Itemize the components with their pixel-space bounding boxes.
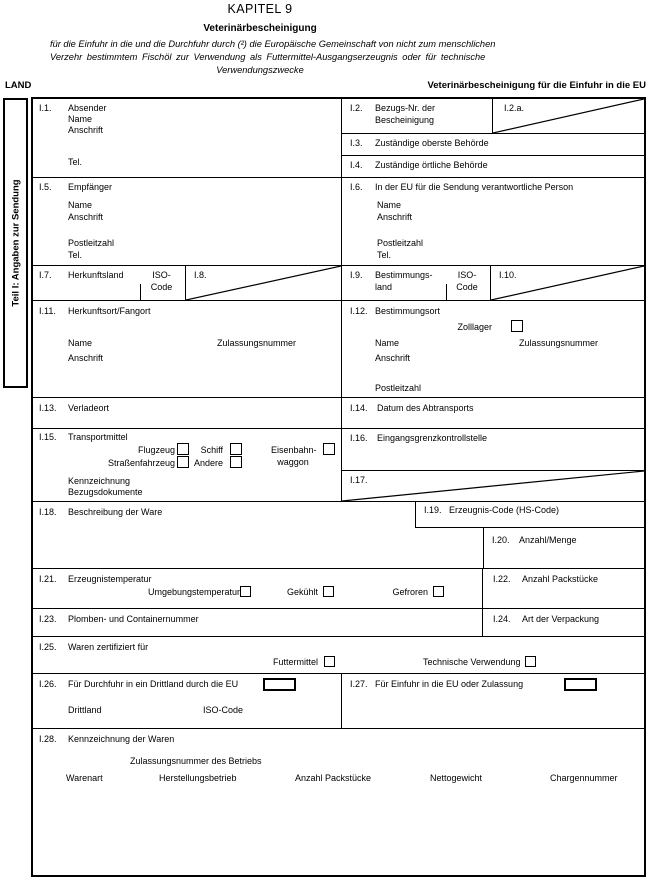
field-i11-cell: [33, 300, 341, 397]
field-i18-label: Beschreibung der Ware: [68, 507, 163, 517]
field-i15-cell: [33, 428, 341, 501]
field-i27-cell: [341, 673, 644, 728]
field-i3-label: Zuständige oberste Behörde: [375, 138, 489, 148]
field-i28-number: I.28.: [39, 734, 57, 744]
field-i4-label: Zuständige örtliche Behörde: [375, 160, 488, 170]
field-i14-cell: [341, 397, 644, 428]
field-i20-cell: [483, 528, 644, 568]
diagonal-strike: [186, 266, 341, 300]
field-i6-label: In der EU für die Sendung verantwortliche Person: [375, 182, 574, 192]
field-i5-anschrift-label: Anschrift: [68, 212, 104, 222]
field-i13-label: Verladeort: [68, 403, 110, 413]
field-i12-cell: [341, 300, 644, 397]
gekuehlt-checkbox[interactable]: [323, 586, 334, 597]
field-i9-label: Bestimmungs-land: [375, 270, 433, 292]
divider-tick: [446, 284, 447, 301]
field-i19-label: Erzeugnis-Code (HS-Code): [449, 505, 560, 515]
field-i26-drittland-label: Drittland: [68, 705, 102, 715]
field-i21-gekuehlt-label: Gekühlt: [286, 587, 318, 597]
eisenbahnwaggon-checkbox[interactable]: [323, 443, 335, 455]
field-i2a-cell: [492, 99, 644, 133]
field-i14-label: Datum des Abtransports: [377, 403, 474, 413]
certificate-title: Veterinärbescheinigung: [203, 23, 317, 34]
certificate-description-line2: Verzehr bestimmtem Fischöl zur Verwendung als Futtermittel-Ausgangserzeugnis oder für technische: [50, 52, 486, 62]
field-i22-number: I.22.: [493, 574, 511, 584]
field-i16-number: I.16.: [350, 433, 368, 443]
field-i13-number: I.13.: [39, 403, 57, 413]
field-i18-number: I.18.: [39, 507, 57, 517]
field-i9-number: I.9.: [350, 270, 363, 280]
field-i10-number: I.10.: [499, 270, 517, 280]
field-i15-andere-label: Andere: [193, 458, 223, 468]
field-i5-cell: [33, 177, 341, 265]
field-i5-plz-label: Postleitzahl: [68, 238, 115, 248]
field-i19-cell: [415, 501, 644, 528]
field-i2a-number: I.2.a.: [504, 103, 525, 113]
zolllager-checkbox[interactable]: [511, 320, 523, 332]
field-i23-cell: [33, 608, 482, 636]
field-i9-cell: [341, 265, 490, 300]
part1-sidebar-label: Teil I: Angaben zur Sendung: [10, 179, 21, 307]
field-i25-label: Waren zertifiziert für: [68, 642, 149, 652]
land-label: LAND: [5, 80, 32, 91]
field-i14-number: I.14.: [350, 403, 368, 413]
field-i17-number: I.17.: [350, 475, 368, 485]
field-i7-number: I.7.: [39, 270, 52, 280]
field-i11-number: I.11.: [39, 306, 56, 316]
field-i19-number: I.19.: [424, 505, 442, 515]
field-i3-cell: [341, 133, 644, 155]
diagonal-strike: [493, 99, 644, 133]
field-i16-label: Eingangsgrenzkontrollstelle: [377, 433, 488, 443]
field-i5-tel-label: Tel.: [68, 250, 83, 260]
field-i12-label: Bestimmungsort: [375, 306, 441, 316]
field-i21-umgebung-label: Umgebungstemperatur: [148, 587, 241, 597]
field-i12-zolllager-label: Zolllager: [457, 322, 492, 332]
field-i26-label: Für Durchfuhr in ein Drittland durch die EU: [68, 679, 239, 689]
field-i26-isocode-label: ISO-Code: [203, 705, 244, 715]
futtermittel-checkbox[interactable]: [324, 656, 335, 667]
field-i22-cell: [482, 568, 644, 608]
field-i21-gefroren-label: Gefroren: [392, 587, 428, 597]
durchfuhr-entry-box[interactable]: [263, 678, 296, 691]
field-i28-col-chargennummer: Chargennummer: [550, 773, 618, 783]
field-i21-cell: [33, 568, 482, 608]
field-i3-number: I.3.: [350, 138, 363, 148]
diagonal-strike: [491, 266, 644, 300]
field-i11-anschrift-label: Anschrift: [68, 353, 104, 363]
field-i12-number: I.12.: [350, 306, 368, 316]
field-i15-kennzeichnung-label: Kennzeichnung: [68, 476, 131, 486]
field-i12-anschrift-label: Anschrift: [375, 353, 411, 363]
field-i15-eisenbahnwaggon-label: Eisenbahn-waggon: [271, 445, 317, 467]
field-i8-cell: [185, 265, 341, 300]
field-i25-futtermittel-label: Futtermittel: [272, 657, 318, 667]
field-i7-cell: [33, 265, 185, 300]
field-i10-cell: [490, 265, 644, 300]
field-i25-technische-verwendung-label: Technische Verwendung: [423, 657, 521, 667]
field-i28-zulassungsnummer-betrieb-label: Zulassungsnummer des Betriebs: [130, 756, 262, 766]
field-i12-name-label: Name: [375, 338, 400, 348]
field-i5-number: I.5.: [39, 182, 52, 192]
field-i15-bezugsdokumente-label: Bezugsdokumente: [68, 487, 143, 497]
technische-verwendung-checkbox[interactable]: [525, 656, 536, 667]
field-i20-number: I.20.: [492, 535, 510, 545]
field-i6-anschrift-label: Anschrift: [377, 212, 413, 222]
certificate-description-line1: für die Einfuhr in die und die Durchfuhr durch (²) die Europäische Gemeinschaft von nicht zum menschlichen: [50, 39, 496, 49]
field-i1-tel-label: Tel.: [68, 157, 83, 167]
field-i2-label: Bezugs-Nr. der Bescheinigung: [375, 103, 436, 125]
field-i12-plz-label: Postleitzahl: [375, 383, 422, 393]
field-i20-label: Anzahl/Menge: [519, 535, 577, 545]
field-i13-cell: [33, 397, 341, 428]
field-i11-label: Herkunftsort/Fangort: [68, 306, 151, 316]
field-i1-label: Absender: [68, 103, 107, 113]
gefroren-checkbox[interactable]: [433, 586, 444, 597]
field-i21-number: I.21.: [39, 574, 57, 584]
einfuhr-entry-box[interactable]: [564, 678, 597, 691]
field-i15-flugzeug-label: Flugzeug: [137, 445, 175, 455]
field-i28-cell: [33, 728, 644, 875]
field-i11-zulassung-label: Zulassungsnummer: [217, 338, 297, 348]
field-i23-number: I.23.: [39, 614, 57, 624]
field-i6-cell: [341, 177, 644, 265]
field-i23-label: Plomben- und Containernummer: [68, 614, 199, 624]
field-i26-cell: [33, 673, 341, 728]
form-table: [31, 97, 646, 877]
field-i28-col-nettogewicht: Nettogewicht: [430, 773, 483, 783]
field-i7-isocode-label: ISO-Code: [150, 270, 173, 292]
field-i1-cell: [33, 99, 341, 177]
field-i28-col-anzahl-packstuecke: Anzahl Packstücke: [295, 773, 372, 783]
field-i6-plz-label: Postleitzahl: [377, 238, 424, 248]
field-i9-isocode-label: ISO-Code: [456, 270, 478, 292]
field-i8-number: I.8.: [194, 270, 207, 280]
umgebungstemperatur-checkbox[interactable]: [240, 586, 251, 597]
divider-tick: [140, 284, 141, 301]
field-i7-label: Herkunftsland: [68, 270, 124, 280]
part1-sidebar: [3, 98, 28, 388]
field-i15-number: I.15.: [39, 432, 57, 442]
chapter-heading: KAPITEL 9: [227, 2, 293, 16]
field-i15-label: Transportmittel: [68, 432, 128, 442]
field-i12-zulassung-label: Zulassungsnummer: [519, 338, 599, 348]
field-i26-number: I.26.: [39, 679, 57, 689]
field-i15-strassenfahrzeug-label: Straßenfahrzeug: [107, 458, 175, 468]
field-i15-schiff-label: Schiff: [200, 445, 223, 455]
field-i22-label: Anzahl Packstücke: [522, 574, 599, 584]
field-i1-anschrift-label: Anschrift: [68, 125, 104, 135]
field-i28-label: Kennzeichnung der Waren: [68, 734, 175, 744]
diagonal-strike: [342, 471, 644, 501]
field-i21-label: Erzeugnistemperatur: [68, 574, 152, 584]
field-i5-label: Empfänger: [68, 182, 113, 192]
schiff-checkbox[interactable]: [230, 443, 242, 455]
field-i25-cell: [33, 636, 644, 673]
field-i2-cell: [341, 99, 492, 133]
field-i11-name-label: Name: [68, 338, 93, 348]
field-i27-number: I.27.: [350, 679, 368, 689]
field-i5-name-label: Name: [68, 200, 93, 210]
field-i16-cell: [341, 428, 644, 470]
import-title-right: Veterinärbescheinigung für die Einfuhr in die EU: [427, 80, 646, 91]
field-i6-name-label: Name: [377, 200, 402, 210]
field-i1-name-label: Name: [68, 114, 93, 124]
field-i1-number: I.1.: [39, 103, 52, 113]
field-i25-number: I.25.: [39, 642, 57, 652]
field-i4-cell: [341, 155, 644, 177]
certificate-description-line3: Verwendungszwecke: [216, 65, 304, 75]
field-i4-number: I.4.: [350, 160, 363, 170]
field-i28-col-herstellungsbetrieb: Herstellungsbetrieb: [159, 773, 237, 783]
field-i2-number: I.2.: [350, 103, 363, 113]
andere-checkbox[interactable]: [230, 456, 242, 468]
field-i24-number: I.24.: [493, 614, 511, 624]
field-i24-label: Art der Verpackung: [522, 614, 600, 624]
field-i27-label: Für Einfuhr in die EU oder Zulassung: [375, 679, 524, 689]
field-i28-col-warenart: Warenart: [66, 773, 103, 783]
field-i6-number: I.6.: [350, 182, 363, 192]
field-i24-cell: [482, 608, 644, 636]
field-i17-cell: [341, 470, 644, 501]
field-i6-tel-label: Tel.: [377, 250, 392, 260]
